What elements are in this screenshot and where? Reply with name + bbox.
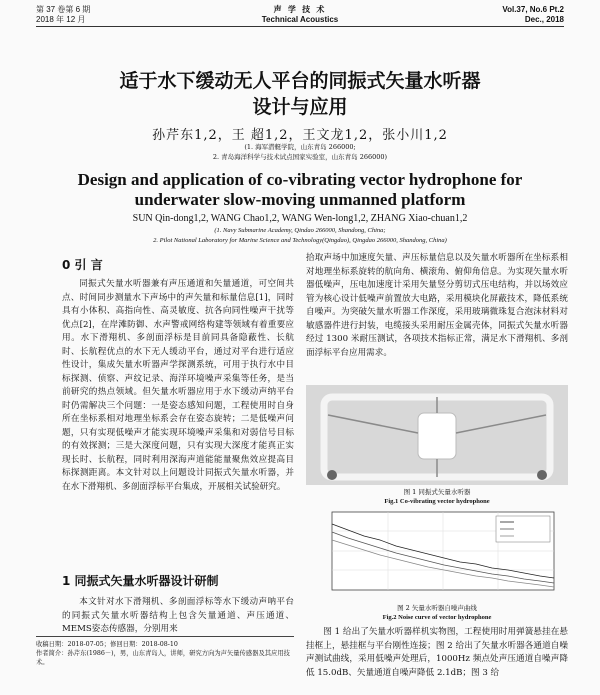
right-bottom-paragraph: 图 1 给出了矢量水听器样机实物图，工程使用时用弹簧悬挂在悬挂框上，悬挂框与平台刚性连接；图 2 给出了矢量水听器各通道自噪声测试曲线，采用低噪声处理后，1000Hz 频点处声压通道自噪声降低 15.0dB、矢量通道自噪声降低 2.1dB；图 3 给: [306, 627, 568, 678]
hydrophone-illustration: [306, 385, 568, 485]
title-en-line2: underwater slow-moving unmanned platform: [134, 190, 466, 209]
hydrophone-body: [418, 413, 456, 459]
figure-2-caption-cn: 图 2 矢量水听器自噪声曲线: [397, 604, 477, 612]
right-top-paragraph: 拾取声场中加速度矢量、声压标量信息以及矢量水听器所在坐标系相对地理坐标系旋转的航向角、横滚角、俯仰角信息。为实现矢量水听器低噪声，压电加速度计采用矢量竖分剪切式压电结构，并以场效应管为核心设计低噪声前置放大电路，采用模块化屏蔽技术，降低系统自噪声。为突破矢量水听器工作深度，采用玻璃微珠复合泡沫材料对敏感器件进行封装，电缆接头采用耐压金属壳体，同振式矢量水听器经过 1300 米耐压测试，各项技术指标正常，满足水下滑翔机、多剖面浮标平台应用需求。: [306, 253, 568, 358]
authors-cn: 孙芹东1,2，王 超1,2，王文龙1,2，张小川1,2: [152, 128, 448, 143]
affiliations-en: [0, 226, 600, 246]
affiliations-cn: [0, 142, 600, 162]
figure-2-plot: [318, 510, 558, 602]
footnote-received: 收稿日期：2018-07-05；修回日期：2018-08-10: [36, 641, 178, 648]
title-en-line1: Design and application of co-vibrating vector hydrophone for: [77, 170, 523, 189]
figure-2-caption-en: Fig.2 Noise curve of vector hydrophone: [382, 614, 492, 621]
figure-1-photo: [306, 385, 568, 485]
header-right: [502, 5, 564, 25]
figure-1-caption-en: Fig.1 Co-vibrating vector hydrophone: [384, 498, 490, 505]
affiliation-cn-2: 2. 青岛海洋科学与技术试点国家实验室，山东青岛 266000): [212, 153, 388, 161]
affiliation-cn-1: (1. 海军潜艇学院，山东青岛 266000;: [244, 143, 356, 151]
right-column-top: [306, 252, 568, 360]
figure-2-caption: [306, 604, 568, 622]
journal-name-cn: 声 学 技 术: [273, 5, 327, 14]
header-center: [36, 5, 564, 25]
affiliation-en-1: (1. Navy Submarine Academy, Qindao 266000, Shandong, China;: [214, 227, 386, 234]
title-cn-line1: 适于水下缓动无人平台的同振式矢量水听器: [119, 70, 481, 92]
section-1-body: [62, 596, 294, 637]
right-column-bottom: [306, 626, 568, 680]
header-volume-en: Vol.37, No.6 Pt.2: [502, 5, 564, 14]
running-header: [36, 4, 564, 27]
title-cn: [0, 68, 600, 120]
frame-foot-right: [537, 470, 547, 480]
authors-en: SUN Qin-dong1,2, WANG Chao1,2, WANG Wen-long1,2, ZHANG Xiao-chuan1,2: [132, 213, 468, 224]
header-volume: 第 37 卷第 6 期: [36, 5, 91, 14]
section-introduction-heading: 0 引 言: [62, 258, 103, 272]
introduction-paragraph: 同振式矢量水听器兼有声压通道和矢量通道，可空间共点、时间同步测量水下声场中的声矢量和标量信息[1]，同时具有小体积、高指向性、高灵敏度、抗各向同性噪声干扰等优点[2]，在岸滩防御、水声警戒网络构建等领域有着重要应用。水下滑翔机、多剖面浮标是目前同具备隐蔽性、长航时、长航程优点的水下无人缓动平台，通过对平台进行适应性设计，集成矢量水听器声学探测系统，可用于执行水中目标探测、侦察、声纹记录、海洋环境噪声采集等任务，是当前研究的热点领域。但矢量水听器应用于水下缓动声纳平台时仍需解决三个问题：一是姿态感知问题，工程使用时自身所在坐标系相对地理坐标系会存在姿态旋转；二是低噪声问题，只有实现低噪声才能实现环境噪声采集和对弱信号目标的有效探测；三是大深度问题，只有实现大深度才能真正实现长时、长航程，同时利用深海声道能能量聚焦效应提高目标探测距离。本文针对以上问题设计同振式矢量水听器，并在水下滑翔机、多剖面浮标平台集成，开展相关试验研究。: [62, 279, 294, 492]
noise-curve-plot: [318, 510, 558, 602]
journal-name-en: Technical Acoustics: [261, 15, 339, 24]
section-1-heading: 1 同振式矢量水听器设计研制: [62, 574, 219, 588]
figure-1-caption-cn: 图 1 同振式矢量水听器: [403, 488, 471, 496]
frame-foot-left: [327, 470, 337, 480]
footnote: [36, 636, 294, 667]
header-date: 2018 年 12 月: [36, 15, 86, 24]
footnote-author: 作者简介：孙芹东(1986－)，男，山东青岛人，讲师，研究方向为声矢量传感器及其应用技术。: [36, 650, 290, 666]
title-cn-line2: 设计与应用: [252, 96, 348, 118]
title-en: [0, 170, 600, 210]
section-1-paragraph: 本文针对水下滑翔机、多剖面浮标等水下缓动声呐平台的同振式矢量水听器结构上包含矢量通道、声压通道、MEMS姿态传感器，分别用来: [62, 597, 294, 634]
header-date-en: Dec., 2018: [524, 15, 564, 24]
affiliation-en-2: 2. Pilot National Laboratory for Marine Science and Technology(Qingdao), Qingdao 266000, Shandong, China): [153, 237, 447, 244]
figure-1-caption: [306, 488, 568, 506]
introduction-body: [62, 278, 294, 494]
